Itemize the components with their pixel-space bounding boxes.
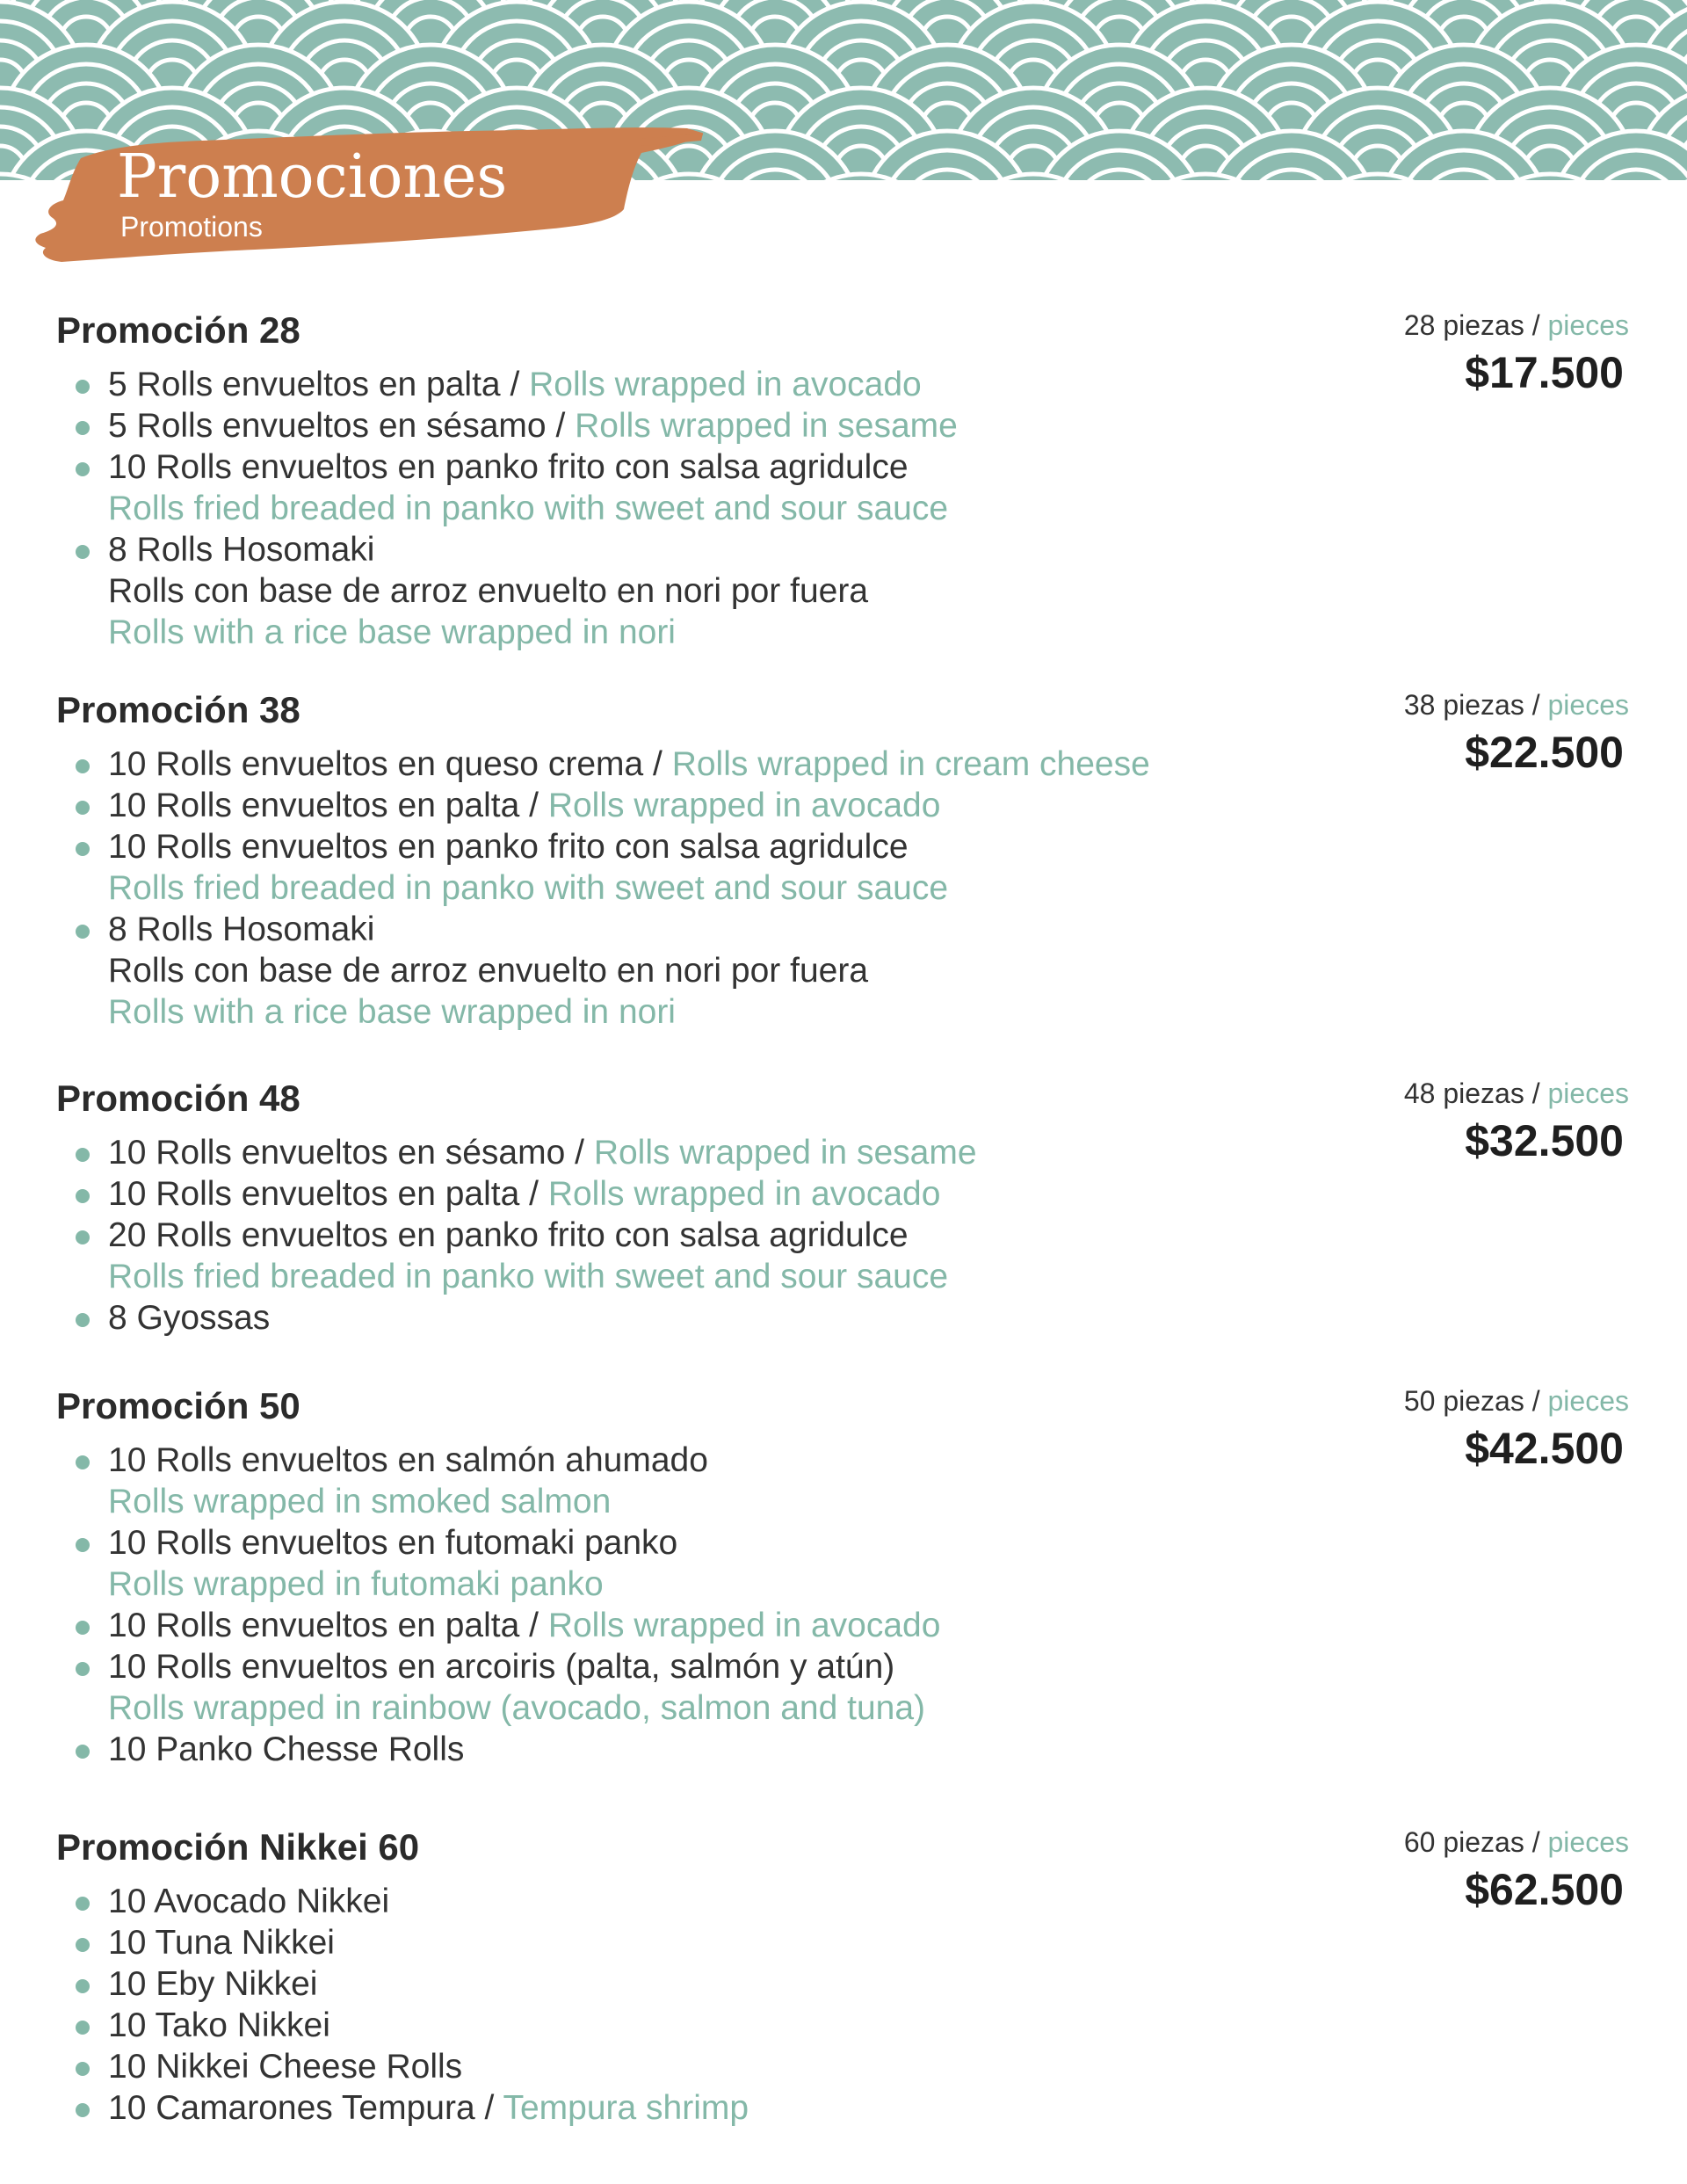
page-subtitle: Promotions <box>120 211 263 243</box>
item-es: 5 Rolls envueltos en sésamo / <box>108 407 566 445</box>
list-item <box>108 2005 1629 2046</box>
item-es: 8 Gyossas <box>108 1299 271 1337</box>
item-es: 8 Rolls Hosomaki <box>108 911 375 948</box>
item-es: 10 Rolls envueltos en queso crema / <box>108 745 662 783</box>
promo-price: $22.500 <box>1465 728 1624 777</box>
pieces-en: pieces <box>1547 309 1629 341</box>
item-en: Tempura shrimp <box>503 2089 749 2127</box>
promo-pieces <box>1404 1823 1629 1861</box>
pieces-es: 28 piezas / <box>1403 309 1540 341</box>
item-es: 5 Rolls envueltos en palta / <box>108 366 520 403</box>
promo-price: $32.500 <box>1465 1116 1624 1165</box>
promo-price: $17.500 <box>1465 348 1624 397</box>
list-item <box>108 826 1629 909</box>
item-es: 10 Rolls envueltos en panko frito con salsa agridulce <box>108 448 909 486</box>
item-es-detail: Rolls con base de arroz envuelto en nori por fuera <box>108 572 869 610</box>
list-item <box>108 446 1629 529</box>
promo-name: Promoción 28 <box>56 309 300 351</box>
item-es: 10 Rolls envueltos en palta / <box>108 1175 539 1213</box>
list-item <box>108 1215 1629 1297</box>
item-es: 10 Rolls envueltos en palta / <box>108 1607 539 1644</box>
pieces-es: 48 piezas / <box>1403 1077 1540 1109</box>
item-en: Rolls fried breaded in panko with sweet and sour sauce <box>108 869 949 907</box>
promo-name: Promoción 50 <box>56 1385 300 1426</box>
item-en: Rolls wrapped in futomaki panko <box>108 1565 604 1603</box>
list-item <box>108 1963 1629 2005</box>
promo-38-section <box>56 686 1629 1033</box>
list-item <box>108 1881 1629 1922</box>
promo-pieces <box>1404 1382 1629 1420</box>
pieces-en: pieces <box>1547 1385 1629 1417</box>
item-es: 10 Rolls envueltos en sésamo / <box>108 1134 584 1172</box>
promo-nikkei-60-section <box>56 1823 1629 2129</box>
item-en: Rolls wrapped in avocado <box>547 1607 941 1644</box>
promo-28-section <box>56 306 1629 653</box>
promo-name: Promoción 38 <box>56 689 300 730</box>
list-item <box>108 1605 1629 1646</box>
promo-name: Promoción 48 <box>56 1077 300 1119</box>
item-en: Rolls wrapped in avocado <box>547 787 941 824</box>
item-es: 10 Tako Nikkei <box>108 2006 330 2044</box>
promo-48-section <box>56 1074 1629 1339</box>
list-item <box>108 405 1629 446</box>
list-item <box>108 1440 1629 1522</box>
item-es: 10 Camarones Tempura / <box>108 2089 495 2127</box>
list-item <box>108 1922 1629 1963</box>
promo-items-list <box>56 1881 1629 2129</box>
list-item <box>108 1729 1629 1770</box>
promo-price: $42.500 <box>1465 1424 1624 1473</box>
promo-50-section <box>56 1382 1629 1770</box>
item-en: Rolls fried breaded in panko with sweet and sour sauce <box>108 490 949 527</box>
item-es: 10 Rolls envueltos en arcoiris (palta, salmón y atún) <box>108 1648 895 1686</box>
list-item <box>108 1646 1629 1729</box>
promo-items-list <box>56 1440 1629 1770</box>
item-en: Rolls with a rice base wrapped in nori <box>108 993 676 1031</box>
list-item <box>108 1173 1629 1215</box>
pieces-en: pieces <box>1547 1826 1629 1858</box>
pieces-en: pieces <box>1547 689 1629 721</box>
item-es: 10 Rolls envueltos en palta / <box>108 787 539 824</box>
promo-pieces <box>1404 1074 1629 1113</box>
item-es: 10 Avocado Nikkei <box>108 1883 390 1920</box>
promo-items-list <box>56 364 1629 653</box>
item-es: 20 Rolls envueltos en panko frito con salsa agridulce <box>108 1216 909 1254</box>
page-title: Promociones <box>117 142 508 212</box>
list-item <box>108 744 1629 785</box>
list-item <box>108 364 1629 405</box>
item-en: Rolls wrapped in avocado <box>547 1175 941 1213</box>
list-item <box>108 1522 1629 1605</box>
promo-items-list <box>56 1132 1629 1339</box>
item-en: Rolls wrapped in cream cheese <box>671 745 1150 783</box>
item-en: Rolls wrapped in sesame <box>593 1134 977 1172</box>
item-es: 10 Eby Nikkei <box>108 1965 318 2003</box>
pieces-es: 38 piezas / <box>1403 689 1540 721</box>
promo-price: $62.500 <box>1465 1865 1624 1914</box>
item-en: Rolls wrapped in sesame <box>575 407 958 445</box>
pieces-en: pieces <box>1547 1077 1629 1109</box>
item-es: 10 Tuna Nikkei <box>108 1924 335 1962</box>
item-en: Rolls wrapped in rainbow (avocado, salmon and tuna) <box>108 1689 926 1727</box>
list-item <box>108 785 1629 826</box>
item-es: 10 Nikkei Cheese Rolls <box>108 2048 463 2086</box>
promo-items-list <box>56 744 1629 1033</box>
promo-pieces <box>1404 686 1629 724</box>
item-es: 10 Panko Chesse Rolls <box>108 1731 465 1768</box>
item-es: 10 Rolls envueltos en panko frito con salsa agridulce <box>108 828 909 866</box>
list-item <box>108 529 1629 653</box>
promo-pieces <box>1404 306 1629 345</box>
list-item <box>108 2046 1629 2087</box>
list-item <box>108 1297 1629 1339</box>
item-en: Rolls fried breaded in panko with sweet and sour sauce <box>108 1258 949 1295</box>
pieces-es: 60 piezas / <box>1403 1826 1540 1858</box>
list-item <box>108 909 1629 1033</box>
list-item <box>108 1132 1629 1173</box>
item-en: Rolls with a rice base wrapped in nori <box>108 613 676 651</box>
promo-name: Promoción Nikkei 60 <box>56 1826 420 1868</box>
list-item <box>108 2087 1629 2129</box>
pieces-es: 50 piezas / <box>1403 1385 1540 1417</box>
item-en: Rolls wrapped in avocado <box>529 366 922 403</box>
item-es: 8 Rolls Hosomaki <box>108 531 375 569</box>
item-es: 10 Rolls envueltos en salmón ahumado <box>108 1441 708 1479</box>
item-es-detail: Rolls con base de arroz envuelto en nori por fuera <box>108 952 869 990</box>
item-es: 10 Rolls envueltos en futomaki panko <box>108 1524 678 1562</box>
item-en: Rolls wrapped in smoked salmon <box>108 1483 612 1520</box>
